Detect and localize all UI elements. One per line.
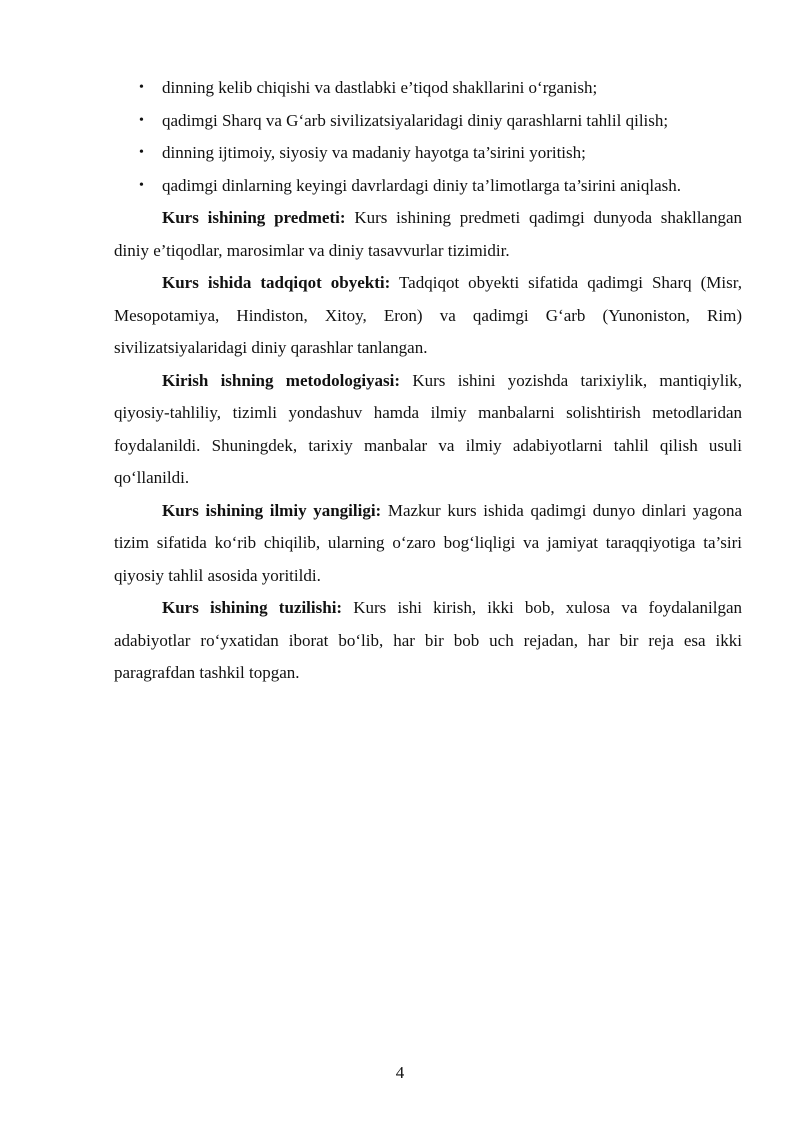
- section-heading: Kirish ishning metodologiyasi:: [162, 370, 401, 390]
- bullet-icon: •: [139, 177, 144, 193]
- list-item: [114, 105, 742, 138]
- section-heading: Kurs ishida tadqiqot obyekti:: [162, 273, 391, 292]
- page-number: 4: [395, 1063, 405, 1082]
- section-object: [114, 267, 742, 365]
- bullet-icon: •: [139, 145, 144, 160]
- list-item: [114, 72, 742, 105]
- document-page: [114, 72, 742, 690]
- section-structure: [114, 592, 742, 690]
- section-text: Kurs ishi kirish, ikki bob, xulosa va foydalanilgan adabiyotlar ro‘yxatidan iborat bo‘lib, har bir bob uch rejadan, har bir reja esa ikki paragrafdan tashkil topgan.: [114, 598, 743, 682]
- section-text: Kurs ishini yozishda tarixiylik, mantiqiylik, qiyosiy-tahliliy, tizimli yondashuv hamda ilmiy manbalarni solishtirish metodlaridan foydalanildi. Shuningdek, tarixiy manbalar va ilmiy adabiyotlarni tahlil qilish usuli qo‘llanildi.: [114, 370, 742, 487]
- section-heading: Kurs ishining tuzilishi:: [162, 598, 343, 617]
- section-text: Tadqiqot obyekti sifatida qadimgi Sharq (Misr, Mesopotamiya, Hindiston, Xitoy, Eron) va qadimgi G‘arb (Yunoniston, Rim) sivilizatsiyalaridagi diniy qarashlar tanlangan.: [114, 273, 742, 357]
- section-heading: Kurs ishining ilmiy yangiligi:: [162, 500, 382, 520]
- section-subject: [114, 202, 742, 267]
- list-item-text: dinning ijtimoiy, siyosiy va madaniy hayotga ta’sirini yoritish;: [162, 143, 586, 162]
- bullet-icon: •: [139, 80, 144, 95]
- section-methodology: [114, 365, 742, 495]
- section-novelty: [114, 495, 742, 593]
- section-text: Kurs ishining predmeti qadimgi dunyoda shakllangan diniy e’tiqodlar, marosimlar va diniy tasavvurlar tizimidir.: [114, 208, 743, 260]
- goals-list: [114, 72, 742, 202]
- bullet-icon: •: [139, 112, 144, 128]
- list-item: [114, 170, 742, 203]
- section-heading: Kurs ishining predmeti:: [162, 208, 346, 227]
- list-item-text: dinning kelib chiqishi va dastlabki e’tiqod shakllarini o‘rganish;: [162, 78, 598, 97]
- section-text: Mazkur kurs ishida qadimgi dunyo dinlari yagona tizim sifatida ko‘rib chiqilib, ularning o‘zaro bog‘liqligi va jamiyat taraqqiyotiga ta’siri qiyosiy tahlil asosida yoritildi.: [114, 500, 743, 585]
- list-item: [114, 137, 742, 170]
- list-item-text: qadimgi dinlarning keyingi davrlardagi diniy ta’limotlarga ta’sirini aniqlash.: [162, 175, 682, 195]
- list-item-text: qadimgi Sharq va G‘arb sivilizatsiyalaridagi diniy qarashlarni tahlil qilish;: [162, 110, 669, 130]
